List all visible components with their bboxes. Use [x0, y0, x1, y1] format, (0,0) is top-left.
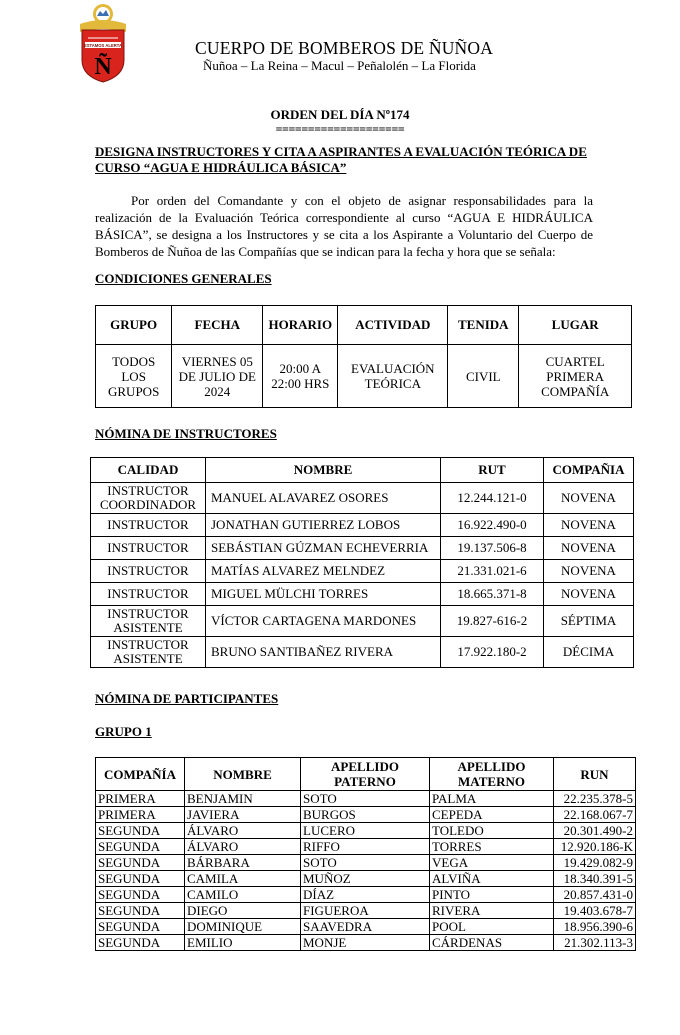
participants-table [95, 757, 636, 951]
table-cell: SEGUNDA [96, 903, 185, 919]
table-cell: PALMA [430, 791, 554, 807]
table-row [91, 583, 634, 606]
table-header-row [91, 458, 634, 483]
column-header: LUGAR [519, 306, 632, 345]
table-cell: SOTO [301, 791, 430, 807]
table-cell: CEPEDA [430, 807, 554, 823]
table-cell: ÁLVARO [185, 839, 301, 855]
table-row [96, 903, 636, 919]
table-cell: FIGUEROA [301, 903, 430, 919]
table-cell: MATÍAS ALVAREZ MELNDEZ [206, 560, 441, 583]
institution-subtitle: Ñuñoa – La Reina – Macul – Peñalolén – La Florida [203, 58, 476, 73]
table-cell: 21.331.021-6 [441, 560, 544, 583]
table-cell: MANUEL ALAVAREZ OSORES [206, 483, 441, 514]
column-header: APELLIDO MATERNO [430, 758, 554, 791]
table-cell: NOVENA [544, 483, 634, 514]
table-cell: DIEGO [185, 903, 301, 919]
table-cell: 21.302.113-3 [554, 935, 636, 951]
fire-department-logo [74, 2, 132, 84]
table-cell: VIERNES 05 DE JULIO DE 2024 [172, 345, 263, 408]
table-cell: 16.922.490-0 [441, 514, 544, 537]
order-rule: ==================== [275, 122, 405, 136]
table-cell: BRUNO SANTIBAÑEZ RIVERA [206, 637, 441, 668]
table-row [96, 887, 636, 903]
column-header: APELLIDO PATERNO [301, 758, 430, 791]
table-row [91, 537, 634, 560]
table-cell: RIFFO [301, 839, 430, 855]
column-header: GRUPO [96, 306, 172, 345]
table-cell: INSTRUCTOR ASISTENTE [91, 637, 206, 668]
table-cell: SEBÁSTIAN GÚZMAN ECHEVERRIA [206, 537, 441, 560]
table-cell: EMILIO [185, 935, 301, 951]
table-row [96, 855, 636, 871]
column-header: HORARIO [263, 306, 338, 345]
table-cell: MIGUEL MÜLCHI TORRES [206, 583, 441, 606]
table-cell: TORRES [430, 839, 554, 855]
table-cell: BENJAMIN [185, 791, 301, 807]
table-row [91, 483, 634, 514]
table-cell: 22.235.378-5 [554, 791, 636, 807]
table-cell: INSTRUCTOR [91, 583, 206, 606]
table-row [96, 791, 636, 807]
table-cell: SEGUNDA [96, 871, 185, 887]
table-row [91, 560, 634, 583]
table-cell: NOVENA [544, 560, 634, 583]
table-cell: SEGUNDA [96, 935, 185, 951]
table-cell: NOVENA [544, 537, 634, 560]
column-header: TENIDA [448, 306, 519, 345]
table-cell: 22.168.067-7 [554, 807, 636, 823]
table-cell: ÁLVARO [185, 823, 301, 839]
table-cell: SEGUNDA [96, 887, 185, 903]
table-cell: BÁRBARA [185, 855, 301, 871]
table-cell: PRIMERA [96, 791, 185, 807]
table-cell: DÉCIMA [544, 637, 634, 668]
table-cell: NOVENA [544, 514, 634, 537]
table-cell: JONATHAN GUTIERREZ LOBOS [206, 514, 441, 537]
table-cell: MONJE [301, 935, 430, 951]
table-row [96, 935, 636, 951]
table-header-row [96, 758, 636, 791]
table-cell: INSTRUCTOR [91, 560, 206, 583]
conditions-table [95, 305, 632, 408]
table-cell: 19.429.082-9 [554, 855, 636, 871]
table-row [91, 606, 634, 637]
table-cell: JAVIERA [185, 807, 301, 823]
table-cell: SOTO [301, 855, 430, 871]
table-cell: INSTRUCTOR [91, 537, 206, 560]
table-row [91, 514, 634, 537]
column-header: COMPAÑIA [544, 458, 634, 483]
column-header: FECHA [172, 306, 263, 345]
table-cell: CAMILA [185, 871, 301, 887]
table-row [96, 807, 636, 823]
table-cell: INSTRUCTOR ASISTENTE [91, 606, 206, 637]
table-row [96, 919, 636, 935]
table-cell: 12.920.186-K [554, 839, 636, 855]
conditions-heading: CONDICIONES GENERALES [95, 271, 272, 286]
table-cell: CÁRDENAS [430, 935, 554, 951]
table-cell: CIVIL [448, 345, 519, 408]
table-cell: EVALUACIÓN TEÓRICA [338, 345, 448, 408]
column-header: ACTIVIDAD [338, 306, 448, 345]
table-cell: INSTRUCTOR [91, 514, 206, 537]
column-header: RUT [441, 458, 544, 483]
column-header: CALIDAD [91, 458, 206, 483]
table-row [96, 345, 632, 408]
instructors-heading: NÓMINA DE INSTRUCTORES [95, 426, 277, 441]
table-cell: POOL [430, 919, 554, 935]
table-cell: PINTO [430, 887, 554, 903]
table-header-row [96, 306, 632, 345]
table-cell: DÍAZ [301, 887, 430, 903]
table-cell: CAMILO [185, 887, 301, 903]
table-cell: MUÑOZ [301, 871, 430, 887]
table-cell: 20.857.431-0 [554, 887, 636, 903]
table-cell: 17.922.180-2 [441, 637, 544, 668]
table-cell: 12.244.121-0 [441, 483, 544, 514]
table-cell: 19.403.678-7 [554, 903, 636, 919]
table-cell: SEGUNDA [96, 855, 185, 871]
table-cell: NOVENA [544, 583, 634, 606]
table-cell: VEGA [430, 855, 554, 871]
table-cell: 18.665.371-8 [441, 583, 544, 606]
instructors-table [90, 457, 634, 668]
table-cell: ALVIÑA [430, 871, 554, 887]
table-cell: CUARTEL PRIMERA COMPAÑÍA [519, 345, 632, 408]
table-cell: 20.301.490-2 [554, 823, 636, 839]
table-cell: 18.340.391-5 [554, 871, 636, 887]
table-row [96, 839, 636, 855]
logo-motto: ESTAMOS ALERTA [83, 42, 123, 48]
column-header: RUN [554, 758, 636, 791]
table-cell: SEGUNDA [96, 839, 185, 855]
table-cell: INSTRUCTOR COORDINADOR [91, 483, 206, 514]
table-cell: TOLEDO [430, 823, 554, 839]
table-cell: DOMINIQUE [185, 919, 301, 935]
table-cell: RIVERA [430, 903, 554, 919]
designation-heading: DESIGNA INSTRUCTORES Y CITA A ASPIRANTES A EVALUACIÓN TEÓRICA DE CURSO “AGUA E HIDRÁULICA BÁSICA” [95, 144, 587, 175]
table-cell: SAAVEDRA [301, 919, 430, 935]
table-cell: 19.137.506-8 [441, 537, 544, 560]
table-cell: SEGUNDA [96, 919, 185, 935]
table-cell: PRIMERA [96, 807, 185, 823]
table-cell: 20:00 A 22:00 HRS [263, 345, 338, 408]
table-row [96, 823, 636, 839]
participants-heading: NÓMINA DE PARTICIPANTES [95, 691, 279, 706]
order-title: ORDEN DEL DÍA Nº174 [270, 107, 410, 122]
table-row [91, 637, 634, 668]
logo-letter: Ñ [94, 54, 112, 80]
table-cell: VÍCTOR CARTAGENA MARDONES [206, 606, 441, 637]
table-cell: BURGOS [301, 807, 430, 823]
column-header: COMPAÑÍA [96, 758, 185, 791]
table-cell: 18.956.390-6 [554, 919, 636, 935]
table-cell: TODOS LOS GRUPOS [96, 345, 172, 408]
table-cell: SEGUNDA [96, 823, 185, 839]
institution-title: CUERPO DE BOMBEROS DE ÑUÑOA [195, 38, 494, 58]
column-header: NOMBRE [185, 758, 301, 791]
column-header: NOMBRE [206, 458, 441, 483]
table-cell: LUCERO [301, 823, 430, 839]
table-cell: 19.827-616-2 [441, 606, 544, 637]
group-heading: GRUPO 1 [95, 724, 152, 739]
table-cell: SÉPTIMA [544, 606, 634, 637]
intro-paragraph: Por orden del Comandante y con el objeto de asignar responsabilidades para la realización de la Evaluación Teórica correspondiente al curso “AGUA E HIDRÁULICA BÁSICA”, se designa a los Instructores y se cita a los Aspirante a Voluntario del Cuerpo de Bomberos de Ñuñoa de las Compañías que se indican para la fecha y hora que se señala: [95, 193, 593, 259]
table-row [96, 871, 636, 887]
